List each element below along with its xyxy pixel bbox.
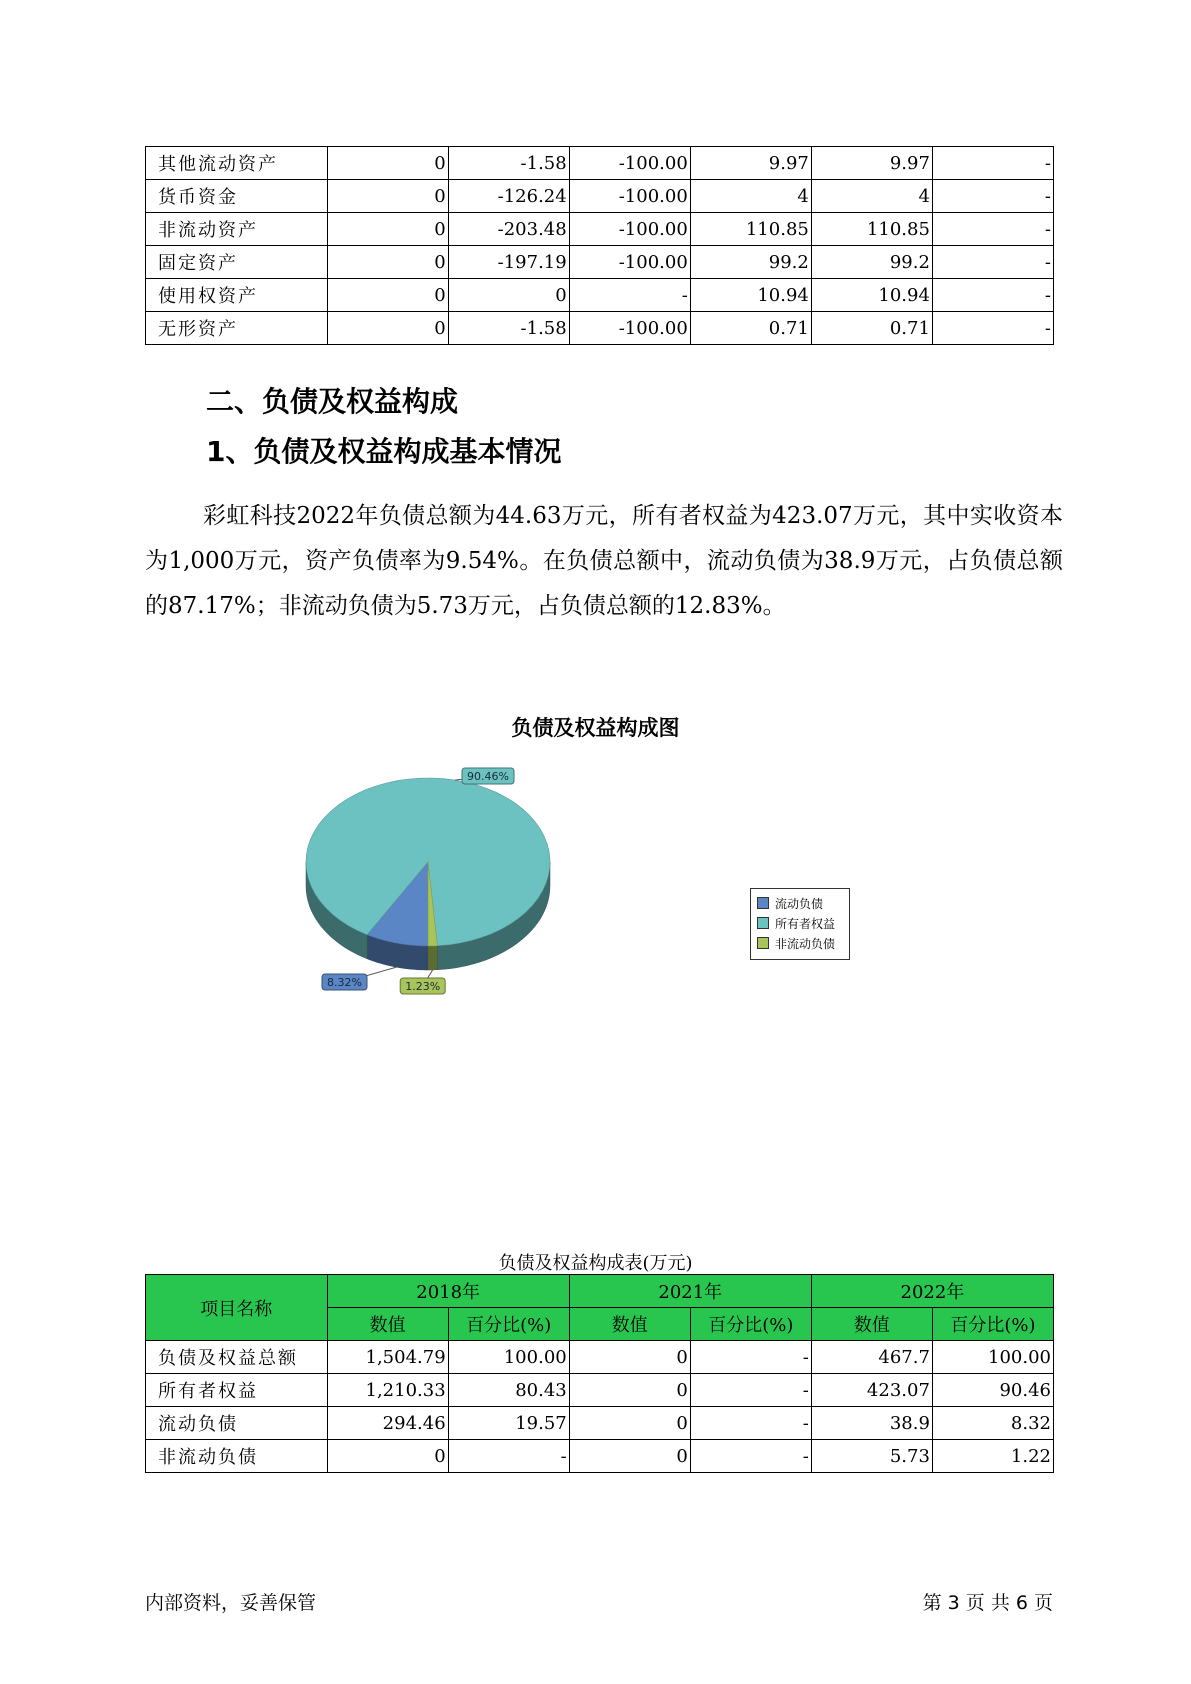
header-year: 2022年 xyxy=(811,1275,1053,1308)
table-row xyxy=(146,1407,1054,1440)
cell-value: - xyxy=(690,1407,811,1440)
header-value: 数值 xyxy=(811,1308,932,1341)
cell-value: 0 xyxy=(327,213,448,246)
legend-item xyxy=(757,893,843,913)
row-label: 负债及权益总额 xyxy=(146,1341,328,1374)
cell-value: 467.7 xyxy=(811,1341,932,1374)
cell-value: 4 xyxy=(690,180,811,213)
cell-value: -126.24 xyxy=(448,180,569,213)
cell-value: 8.32 xyxy=(932,1407,1053,1440)
legend-swatch xyxy=(757,917,769,929)
cell-value: -100.00 xyxy=(569,180,690,213)
cell-value: 0.71 xyxy=(811,312,932,345)
row-label: 其他流动资产 xyxy=(146,147,328,180)
cell-value: - xyxy=(932,279,1053,312)
header-percent: 百分比(%) xyxy=(690,1308,811,1341)
cell-value: 0 xyxy=(327,279,448,312)
cell-value: 100.00 xyxy=(448,1341,569,1374)
cell-value: 0 xyxy=(448,279,569,312)
cell-value: 80.43 xyxy=(448,1374,569,1407)
cell-value: 38.9 xyxy=(811,1407,932,1440)
footer-page-number: 第 3 页 共 6 页 xyxy=(922,1592,1053,1614)
cell-value: 423.07 xyxy=(811,1374,932,1407)
row-label: 固定资产 xyxy=(146,246,328,279)
cell-value: -100.00 xyxy=(569,312,690,345)
header-value: 数值 xyxy=(327,1308,448,1341)
summary-paragraph: 彩虹科技2022年负债总额为44.63万元，所有者权益为423.07万元，其中实收资本为1,000万元，资产负债率为9.54%。在负债总额中，流动负债为38.9万元，占负债总额的87.17%；非流动负债为5.73万元，占负债总额的12.83%。 xyxy=(145,503,1063,619)
table-row xyxy=(146,279,1054,312)
table-row xyxy=(146,1374,1054,1407)
cell-value: - xyxy=(932,180,1053,213)
cell-value: 0 xyxy=(327,147,448,180)
cell-value: 19.57 xyxy=(448,1407,569,1440)
cell-value: 5.73 xyxy=(811,1440,932,1473)
pie-chart xyxy=(290,770,550,993)
legend-item xyxy=(757,933,843,953)
cell-value: -203.48 xyxy=(448,213,569,246)
cell-value: 10.94 xyxy=(811,279,932,312)
legend-swatch xyxy=(757,897,769,909)
row-label: 流动负债 xyxy=(146,1407,328,1440)
section-heading: 二、负债及权益构成 xyxy=(206,385,459,418)
cell-value: 0 xyxy=(327,246,448,279)
header-year: 2021年 xyxy=(569,1275,811,1308)
cell-value: - xyxy=(690,1374,811,1407)
footer-confidential: 内部资料，妥善保管 xyxy=(145,1592,317,1614)
cell-value: 9.97 xyxy=(811,147,932,180)
header-item-name: 项目名称 xyxy=(146,1275,328,1341)
liability-equity-table xyxy=(145,1274,1054,1473)
cell-value: - xyxy=(690,1341,811,1374)
row-label: 所有者权益 xyxy=(146,1374,328,1407)
cell-value: 90.46 xyxy=(932,1374,1053,1407)
table-row xyxy=(146,246,1054,279)
cell-value: 0 xyxy=(569,1407,690,1440)
cell-value: 1.22 xyxy=(932,1440,1053,1473)
row-label: 使用权资产 xyxy=(146,279,328,312)
cell-value: 1,504.79 xyxy=(327,1341,448,1374)
cell-value: 110.85 xyxy=(811,213,932,246)
cell-value: - xyxy=(932,147,1053,180)
cell-value: -100.00 xyxy=(569,246,690,279)
legend-label: 非流动负债 xyxy=(775,936,836,951)
cell-value: -1.58 xyxy=(448,147,569,180)
cell-value: 4 xyxy=(811,180,932,213)
table-caption: 负债及权益构成表(万元) xyxy=(498,1253,693,1274)
legend-item xyxy=(757,913,843,933)
cell-value: 0 xyxy=(327,180,448,213)
table-row xyxy=(146,1440,1054,1473)
cell-value: 0 xyxy=(327,1440,448,1473)
pie-slice-side xyxy=(428,946,437,970)
legend-label: 流动负债 xyxy=(775,896,824,911)
cell-value: 100.00 xyxy=(932,1341,1053,1374)
pie-data-label: 1.23% xyxy=(405,980,441,993)
header-value: 数值 xyxy=(569,1308,690,1341)
cell-value: -100.00 xyxy=(569,147,690,180)
table-row xyxy=(146,312,1054,345)
chart-title: 负债及权益构成图 xyxy=(511,716,680,740)
cell-value: -100.00 xyxy=(569,213,690,246)
table-row xyxy=(146,213,1054,246)
row-label: 非流动资产 xyxy=(146,213,328,246)
cell-value: 294.46 xyxy=(327,1407,448,1440)
cell-value: - xyxy=(932,246,1053,279)
cell-value: -197.19 xyxy=(448,246,569,279)
pie-data-label: 90.46% xyxy=(467,770,509,783)
header-percent: 百分比(%) xyxy=(448,1308,569,1341)
row-label: 无形资产 xyxy=(146,312,328,345)
header-year: 2018年 xyxy=(327,1275,569,1308)
pie-data-label: 8.32% xyxy=(327,976,362,989)
row-label: 非流动负债 xyxy=(146,1440,328,1473)
cell-value: 0 xyxy=(569,1440,690,1473)
table-row xyxy=(146,147,1054,180)
cell-value: - xyxy=(690,1440,811,1473)
header-percent: 百分比(%) xyxy=(932,1308,1053,1341)
cell-value: 1,210.33 xyxy=(327,1374,448,1407)
cell-value: 99.2 xyxy=(690,246,811,279)
cell-value: 99.2 xyxy=(811,246,932,279)
cell-value: - xyxy=(569,279,690,312)
cell-value: 0 xyxy=(327,312,448,345)
cell-value: - xyxy=(932,312,1053,345)
cell-value: 110.85 xyxy=(690,213,811,246)
subsection-heading: 1、负债及权益构成基本情况 xyxy=(206,435,562,468)
cell-value: -1.58 xyxy=(448,312,569,345)
legend-swatch xyxy=(757,937,769,949)
cell-value: - xyxy=(448,1440,569,1473)
cell-value: 0.71 xyxy=(690,312,811,345)
cell-value: 0 xyxy=(569,1341,690,1374)
legend-label: 所有者权益 xyxy=(775,916,836,931)
cell-value: 0 xyxy=(569,1374,690,1407)
asset-change-table xyxy=(145,146,1054,345)
cell-value: - xyxy=(932,213,1053,246)
table-row xyxy=(146,1341,1054,1374)
cell-value: 9.97 xyxy=(690,147,811,180)
row-label: 货币资金 xyxy=(146,180,328,213)
table-row xyxy=(146,180,1054,213)
chart-legend xyxy=(750,888,850,960)
cell-value: 10.94 xyxy=(690,279,811,312)
